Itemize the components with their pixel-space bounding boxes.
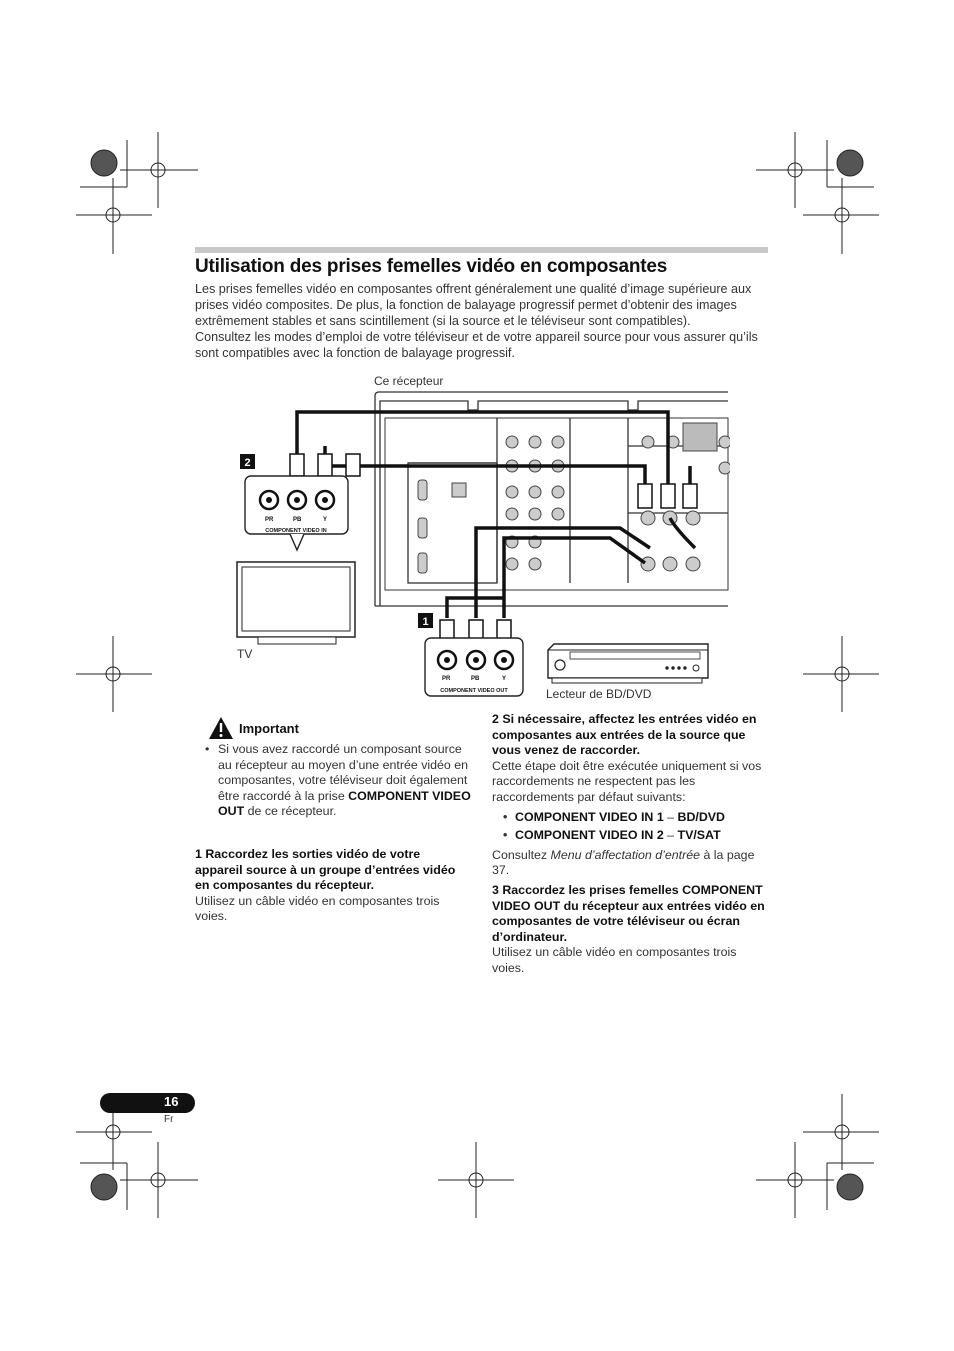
tv-jack-pb-label: PB xyxy=(293,517,302,523)
tv-jack-caption: COMPONENT VIDEO IN xyxy=(265,528,327,534)
list-item: • COMPONENT VIDEO IN 1 – BD/DVD xyxy=(503,809,725,824)
tv-jack-y-label: Y xyxy=(323,517,328,523)
important-bullet-end: de ce récepteur. xyxy=(244,804,337,819)
step-badge-2-label: 2 xyxy=(244,457,251,469)
important-bullet xyxy=(203,742,471,820)
step-2 xyxy=(492,712,767,879)
player-jack-y-label: Y xyxy=(502,676,507,682)
player-label: Lecteur de BD/DVD xyxy=(546,687,652,701)
connection-diagram xyxy=(230,388,730,710)
step-1-body: Utilisez un câble vidéo en composantes trois voies. xyxy=(195,893,440,924)
important-bullet-text: Si vous avez raccordé un composant source au récepteur au moyen d’une entrée vidéo en composantes, votre téléviseur doit également être raccordé à la prise xyxy=(218,742,469,803)
player-jack-caption: COMPONENT VIDEO OUT xyxy=(440,688,508,694)
step-1 xyxy=(195,847,470,925)
section-rule xyxy=(195,247,768,253)
step-2-note: Consultez Menu d’affectation d’entrée à la page 37. xyxy=(492,847,755,878)
step-2-heading: 2 Si nécessaire, affectez les entrées vidéo en composantes aux entrées de la source que vous venez de raccorder. xyxy=(492,712,757,758)
page-number: 16 xyxy=(164,1094,179,1109)
list-item: • COMPONENT VIDEO IN 2 – TV/SAT xyxy=(503,828,721,843)
tv-illustration xyxy=(237,562,355,644)
player-jack-panel xyxy=(425,638,523,696)
player-jack-pr-label: PR xyxy=(442,676,451,682)
intro-paragraph-1: Les prises femelles vidéo en composantes offrent généralement une qualité d’image supérieure aux prises vidéo composites. De plus, la fonction de balayage progressif permet d’obtenir des images extrêmement stables et sans scintillement (si la source et le téléviseur sont compatibles). xyxy=(195,282,752,328)
bd-dvd-player-illustration xyxy=(548,644,708,683)
important-bullet-bold: COMPONENT VIDEO OUT xyxy=(218,788,471,819)
step-3 xyxy=(492,883,767,977)
receiver-label: Ce récepteur xyxy=(374,374,444,388)
tv-label: TV xyxy=(237,647,253,661)
page-title: Utilisation des prises femelles vidéo en composantes xyxy=(195,256,668,277)
step-2-body: Cette étape doit être exécutée uniquement si vos raccordements ne respectent pas les raccordements par défaut suivants: xyxy=(492,758,762,804)
tv-jack-pr-label: PR xyxy=(265,517,274,523)
step-3-body: Utilisez un câble vidéo en composantes trois voies. xyxy=(492,945,737,975)
cables xyxy=(297,412,695,618)
step-2-default-list xyxy=(492,810,767,844)
bullet-dot: • xyxy=(205,742,210,756)
step-badge-1-label: 1 xyxy=(422,616,429,628)
tv-jack-panel xyxy=(245,476,348,550)
intro-paragraph-2: Consultez les modes d’emploi de votre téléviseur et de votre appareil source pour vous assurer qu’ils sont compatibles avec la fonction de balayage progressif. xyxy=(195,330,758,360)
language-code: Fr xyxy=(164,1114,174,1125)
player-jack-pb-label: PB xyxy=(471,676,480,682)
warning-icon xyxy=(208,716,234,740)
page-number-badge xyxy=(100,1093,195,1113)
important-heading: Important xyxy=(239,721,299,736)
intro-text xyxy=(195,281,770,361)
step-1-heading: 1 Raccordez les sorties vidéo de votre appareil source à un groupe d’entrées vidéo en composantes du récepteur. xyxy=(195,847,456,893)
step-3-heading: 3 Raccordez les prises femelles COMPONENT VIDEO OUT du récepteur aux entrées vidéo en composantes de votre téléviseur ou écran d’ordinateur. xyxy=(492,883,765,944)
